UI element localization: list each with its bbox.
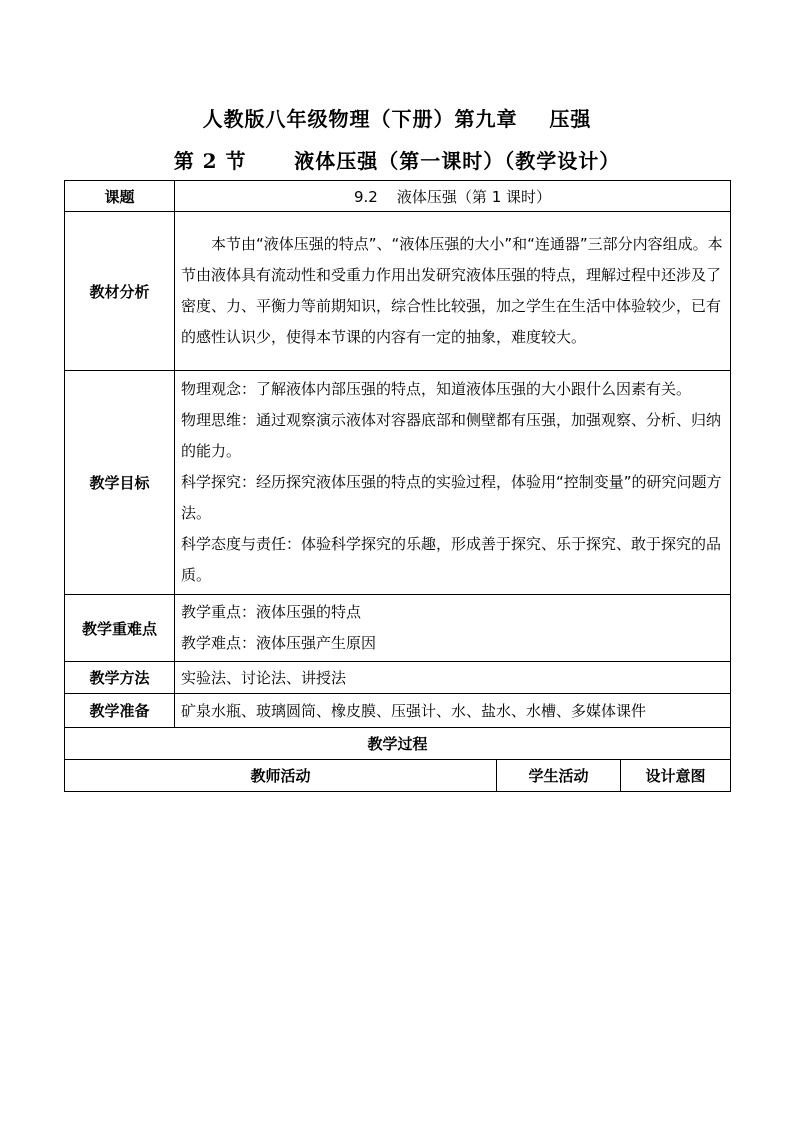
objective-item: 科学态度与责任：体验科学探究的乐趣，形成善于探究、乐于探究、敢于探究的品质。 [181,535,722,584]
key-points-cell [175,595,731,662]
material-analysis-label: 教材分析 [65,212,175,371]
preparation-row [65,694,731,728]
document-title: 人教版八年级物理（下册）第九章 压强 [202,107,592,131]
topic-value: 9.2 液体压强（第 1 课时） [175,181,731,212]
teacher-activity-header: 教师活动 [65,760,497,792]
process-header: 教学过程 [65,728,731,760]
preparation-value: 矿泉水瓶、玻璃圆筒、橡皮膜、压强计、水、盐水、水槽、多媒体课件 [175,694,731,728]
process-columns-row [65,760,731,792]
key-point-item: 教学难点：液体压强产生原因 [181,634,377,652]
objective-item: 物理观念：了解液体内部压强的特点，知道液体压强的大小跟什么因素有关。 [181,380,692,398]
material-analysis-cell [175,212,731,371]
key-points-row [65,595,731,662]
methods-row [65,662,731,694]
process-header-row [65,728,731,760]
objectives-cell [175,371,731,595]
topic-row [65,181,731,212]
material-analysis-row [65,212,731,371]
material-analysis-text: 本节由“液体压强的特点”、“液体压强的大小”和“连通器”三部分内容组成。本节由液体具有流动性和受重力作用出发研究液体压强的特点，理解过程中还涉及了密度、力、平衡力等前期知识，综合性比较强，加之学生在生活中体验较少，已有的感性认识少，使得本节课的内容有一定的抽象，难度较大。 [181,235,723,346]
design-intent-header: 设计意图 [621,760,731,792]
lesson-plan-table [64,180,731,792]
methods-label: 教学方法 [65,662,175,694]
topic-label: 课题 [65,181,175,212]
student-activity-header: 学生活动 [497,760,621,792]
objectives-label: 教学目标 [65,371,175,595]
preparation-label: 教学准备 [65,694,175,728]
key-point-item: 教学重点：液体压强的特点 [181,603,362,621]
document-subtitle: 第 2 节 液体压强（第一课时）（教学设计） [173,149,621,173]
objective-item: 科学探究：经历探究液体压强的特点的实验过程，体验用“控制变量”的研究问题方法。 [181,473,722,522]
key-points-label: 教学重难点 [65,595,175,662]
objectives-row [65,371,731,595]
objective-item: 物理思维：通过观察演示液体对容器底部和侧壁都有压强，加强观察、分析、归纳的能力。 [181,411,722,460]
methods-value: 实验法、讨论法、讲授法 [175,662,731,694]
